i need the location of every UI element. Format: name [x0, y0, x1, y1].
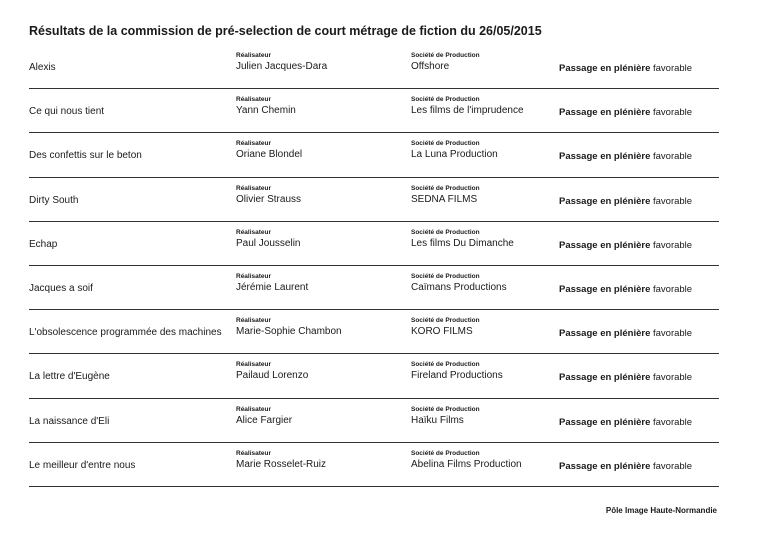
producer-name: Abelina Films Production — [411, 458, 522, 470]
producer-label: Société de Production — [411, 228, 480, 236]
director-cell — [236, 96, 296, 116]
film-title: Ce qui nous tient — [29, 106, 105, 118]
film-title: L'obsolescence programmée des machines — [29, 327, 222, 339]
decision — [559, 372, 692, 383]
decision-rest: favorable — [653, 151, 693, 163]
decision-strong: Passage en plénière — [559, 328, 651, 340]
director-cell — [236, 140, 302, 160]
producer-name: Les films Du Dimanche — [411, 237, 514, 249]
producer-cell — [411, 273, 507, 293]
producer-cell — [411, 140, 498, 160]
producer-cell — [411, 406, 480, 426]
director-label: Réalisateur — [236, 52, 272, 59]
decision — [559, 284, 692, 295]
director-name: Pailaud Lorenzo — [236, 370, 309, 382]
decision-strong: Passage en plénière — [559, 195, 651, 207]
film-title: Le meilleur d'entre nous — [29, 459, 136, 471]
film-title: La naissance d'Eli — [29, 415, 110, 427]
decision — [559, 196, 692, 207]
producer-label: Société de Production — [411, 272, 480, 280]
director-name: Paul Jousselin — [236, 237, 301, 249]
decision-strong: Passage en plénière — [559, 151, 651, 163]
decision — [559, 107, 692, 118]
director-name: Alice Fargier — [236, 414, 293, 426]
table-row — [29, 133, 719, 177]
decision — [559, 63, 692, 74]
producer-label: Société de Production — [411, 405, 480, 413]
producer-cell — [411, 96, 524, 116]
director-name: Oriane Blondel — [236, 149, 303, 161]
producer-cell — [411, 361, 503, 381]
director-label: Réalisateur — [236, 184, 272, 192]
decision-rest: favorable — [653, 328, 693, 340]
film-title: Des confettis sur le beton — [29, 150, 142, 162]
director-label: Réalisateur — [236, 96, 272, 104]
director-name: Julien Jacques-Dara — [236, 61, 328, 72]
table-row — [29, 266, 719, 310]
director-label: Réalisateur — [236, 272, 272, 280]
decision-rest: favorable — [653, 63, 693, 74]
producer-cell — [411, 52, 480, 72]
decision-rest: favorable — [653, 372, 693, 384]
film-title: Echap — [29, 238, 58, 250]
producer-label: Société de Production — [411, 140, 480, 148]
results-list — [29, 45, 719, 487]
organization-footer: Pôle Image Haute-Normandie — [605, 506, 717, 515]
decision — [559, 461, 692, 472]
producer-name: La Luna Production — [411, 149, 498, 161]
director-name: Olivier Strauss — [236, 193, 302, 205]
director-cell — [236, 406, 292, 426]
decision-rest: favorable — [653, 283, 693, 295]
producer-cell — [411, 450, 522, 470]
director-label: Réalisateur — [236, 361, 272, 369]
director-label: Réalisateur — [236, 405, 272, 413]
director-name: Marie Rosselet-Ruiz — [236, 458, 327, 470]
director-label: Réalisateur — [236, 228, 272, 236]
decision-rest: favorable — [653, 195, 693, 207]
director-label: Réalisateur — [236, 317, 272, 325]
director-cell — [236, 273, 308, 293]
director-cell — [236, 361, 308, 381]
decision-strong: Passage en plénière — [559, 63, 651, 74]
producer-name: Fireland Productions — [411, 370, 503, 382]
table-row — [29, 89, 719, 133]
film-title: Dirty South — [29, 194, 79, 206]
producer-name: KORO FILMS — [411, 326, 473, 338]
table-row — [29, 310, 719, 354]
decision-rest: favorable — [653, 460, 693, 472]
producer-label: Société de Production — [411, 449, 480, 457]
director-label: Réalisateur — [236, 449, 272, 457]
director-cell — [236, 52, 327, 72]
producer-name: Haïku Films — [411, 414, 464, 426]
decision-strong: Passage en plénière — [559, 372, 651, 384]
decision-strong: Passage en plénière — [559, 283, 651, 295]
director-name: Marie-Sophie Chambon — [236, 326, 342, 338]
producer-cell — [411, 229, 514, 249]
producer-label: Société de Production — [411, 96, 480, 104]
decision-strong: Passage en plénière — [559, 107, 651, 119]
decision — [559, 417, 692, 428]
producer-cell — [411, 185, 480, 205]
decision-strong: Passage en plénière — [559, 416, 651, 428]
decision-strong: Passage en plénière — [559, 239, 651, 251]
decision — [559, 328, 692, 339]
decision — [559, 240, 692, 251]
table-row — [29, 222, 719, 266]
director-cell — [236, 450, 326, 470]
producer-cell — [411, 317, 480, 337]
table-row — [29, 45, 719, 89]
decision-rest: favorable — [653, 239, 693, 251]
film-title: La lettre d'Eugène — [29, 371, 110, 383]
decision — [559, 151, 692, 162]
producer-label: Société de Production — [411, 184, 480, 192]
director-cell — [236, 317, 342, 337]
producer-label: Société de Production — [411, 361, 480, 369]
producer-label: Société de Production — [411, 317, 480, 325]
producer-name: Offshore — [411, 61, 450, 72]
table-row — [29, 443, 719, 487]
producer-name: Les films de l'imprudence — [411, 105, 524, 117]
director-name: Yann Chemin — [236, 105, 296, 117]
director-label: Réalisateur — [236, 140, 272, 148]
film-title: Jacques a soif — [29, 282, 93, 294]
director-cell — [236, 185, 301, 205]
producer-name: Caïmans Productions — [411, 281, 507, 293]
decision-rest: favorable — [653, 107, 693, 119]
director-name: Jérémie Laurent — [236, 281, 309, 293]
film-title: Alexis — [29, 62, 56, 73]
page-title: Résultats de la commission de pré-selection de court métrage de fiction du 26/05/2015 — [29, 24, 542, 38]
decision-rest: favorable — [653, 416, 693, 428]
director-cell — [236, 229, 300, 249]
table-row — [29, 399, 719, 443]
table-row — [29, 354, 719, 398]
producer-name: SEDNA FILMS — [411, 193, 478, 205]
table-row — [29, 178, 719, 222]
decision-strong: Passage en plénière — [559, 460, 651, 472]
producer-label: Société de Production — [411, 52, 480, 59]
